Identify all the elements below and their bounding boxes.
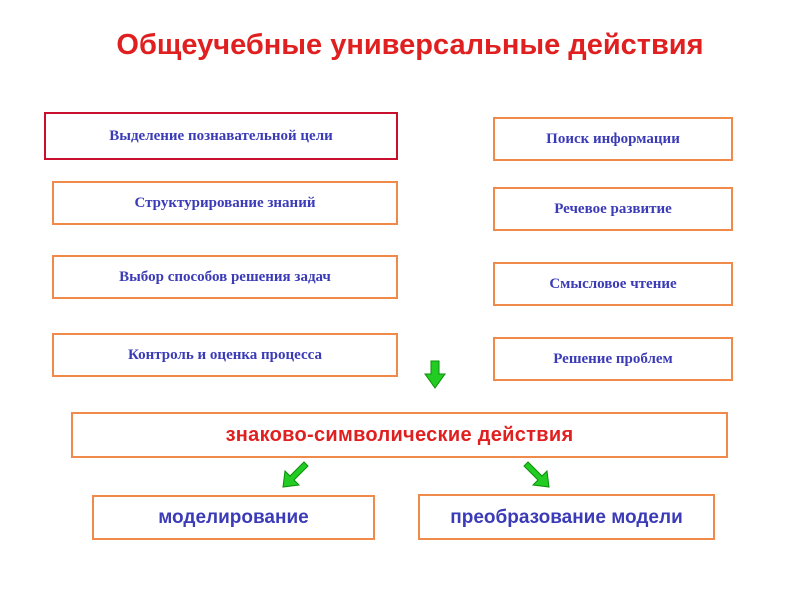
item-knowledge-structuring: Структурирование знаний [52,181,398,225]
item-speech-development: Речевое развитие [493,187,733,231]
item-solution-methods: Выбор способов решения задач [52,255,398,299]
modeling-box: моделирование [92,495,375,540]
item-cognitive-goal: Выделение познавательной цели [44,112,398,160]
arrow-down-icon [424,360,446,390]
item-process-control: Контроль и оценка процесса [52,333,398,377]
sign-symbolic-actions-box: знаково-символические действия [71,412,728,458]
arrow-down-left-icon [280,460,310,490]
arrow-down-right-icon [522,460,552,490]
item-information-search: Поиск информации [493,117,733,161]
diagram-title: Общеучебные универсальные действия [116,29,704,61]
model-transformation-box: преобразование модели [418,494,715,540]
item-semantic-reading: Смысловое чтение [493,262,733,306]
item-problem-solving: Решение проблем [493,337,733,381]
